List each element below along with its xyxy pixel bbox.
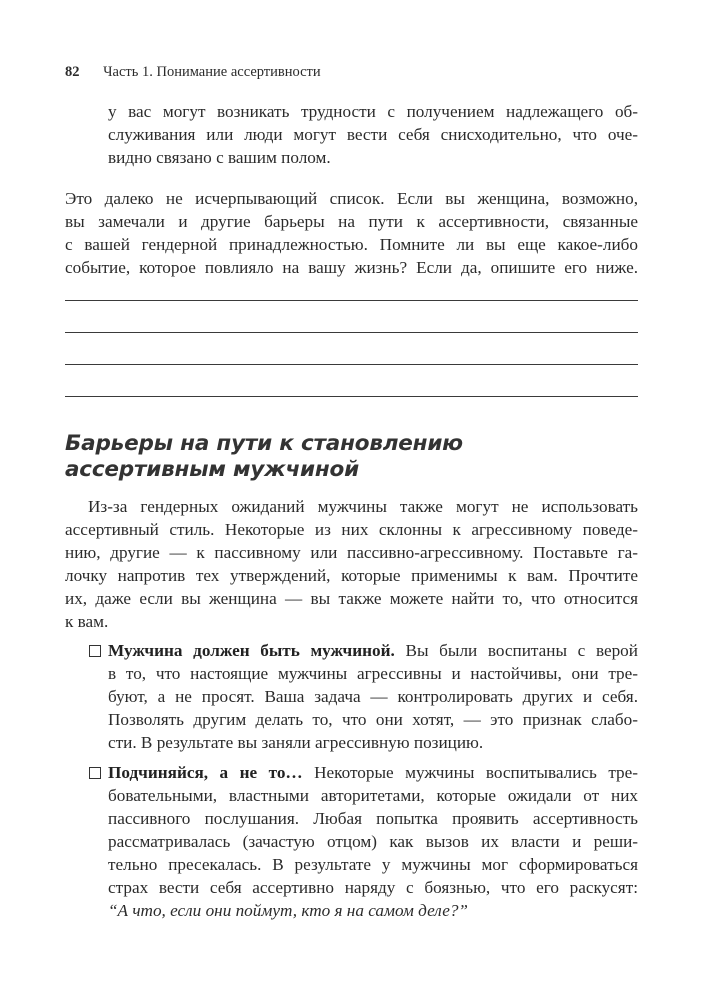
checklist-line: сти. В результате вы заняли агрессивную позицию. <box>108 733 484 752</box>
paragraph-line: к вам. <box>65 612 109 631</box>
answer-line[interactable] <box>65 332 638 333</box>
paragraph-line: с вашей гендерной принадлежностью. Помните ли вы еще какое-либо <box>65 235 638 254</box>
checkbox[interactable] <box>89 767 101 779</box>
intro-line: у вас могут возникать трудности с получением надлежащего об- <box>108 102 638 121</box>
checklist-first-line-rest: Вы были воспитаны с верой <box>394 641 638 660</box>
checklist-line: рассматривалась (зачастую отцом) как вызов их власти и реши- <box>108 832 638 851</box>
checklist-first-line <box>108 640 638 662</box>
running-head-title: Часть 1. Понимание ассертивности <box>103 64 321 80</box>
paragraph-line: нию, другие — к пассивному или пассивно-агрессивному. Поставьте га- <box>65 543 638 562</box>
intro-line: служивания или люди могут вести себя снисходительно, что оче- <box>108 125 638 144</box>
checklist-quote: “А что, если они поймут, кто я на самом деле?” <box>108 901 468 920</box>
answer-line[interactable] <box>65 300 638 301</box>
checklist-first-line-rest: Некоторые мужчины воспитывались тре- <box>302 763 638 782</box>
paragraph-line: событие, которое повлияло на вашу жизнь? Если да, опишите его ниже. <box>65 258 638 277</box>
paragraph-line: вы замечали и другие барьеры на пути к ассертивности, связанные <box>65 212 638 231</box>
section-heading-line: ассертивным мужчиной <box>65 457 359 482</box>
checklist-line: Позволять другим делать то, что они хотят, — это признак слабо- <box>108 710 638 729</box>
paragraph-line: их, даже если вы женщина — вы также можете найти то, что относится <box>65 589 638 608</box>
section-heading-line: Барьеры на пути к становлению <box>65 431 463 456</box>
paragraph-line: лочку напротив тех утверждений, которые применимы к вам. Прочтите <box>65 566 638 585</box>
answer-line[interactable] <box>65 364 638 365</box>
paragraph-line: Это далеко не исчерпывающий список. Если вы женщина, возможно, <box>65 189 638 208</box>
intro-line: видно связано с вашим полом. <box>108 148 331 167</box>
paragraph-line: ассертивный стиль. Некоторые из них склонны к агрессивному поведе- <box>65 520 638 539</box>
checklist-line: тельно пресекалась. В результате у мужчины мог сформироваться <box>108 855 638 874</box>
checkbox[interactable] <box>89 645 101 657</box>
page-number: 82 <box>65 64 80 80</box>
checklist-line: пассивного послушания. Любая попытка проявить ассертивность <box>108 809 638 828</box>
running-head <box>65 64 321 81</box>
answer-line[interactable] <box>65 396 638 397</box>
checklist-line: бовательными, властными авторитетами, которые ожидали от них <box>108 786 638 805</box>
checklist-line: буют, а не просят. Ваша задача — контролировать других и себя. <box>108 687 638 706</box>
paragraph-line: Из-за гендерных ожиданий мужчины также могут не использовать <box>88 497 638 516</box>
checklist-item-title: Подчиняйся, а не то… <box>108 763 303 782</box>
checklist-first-line <box>108 762 638 784</box>
checklist-item-title: Мужчина должен быть мужчиной. <box>108 641 395 660</box>
checklist-line: в то, что настоящие мужчины агрессивны и настойчивы, они тре- <box>108 664 638 683</box>
checklist-line: страх вести себя ассертивно наряду с боязнью, что его раскусят: <box>108 878 638 897</box>
